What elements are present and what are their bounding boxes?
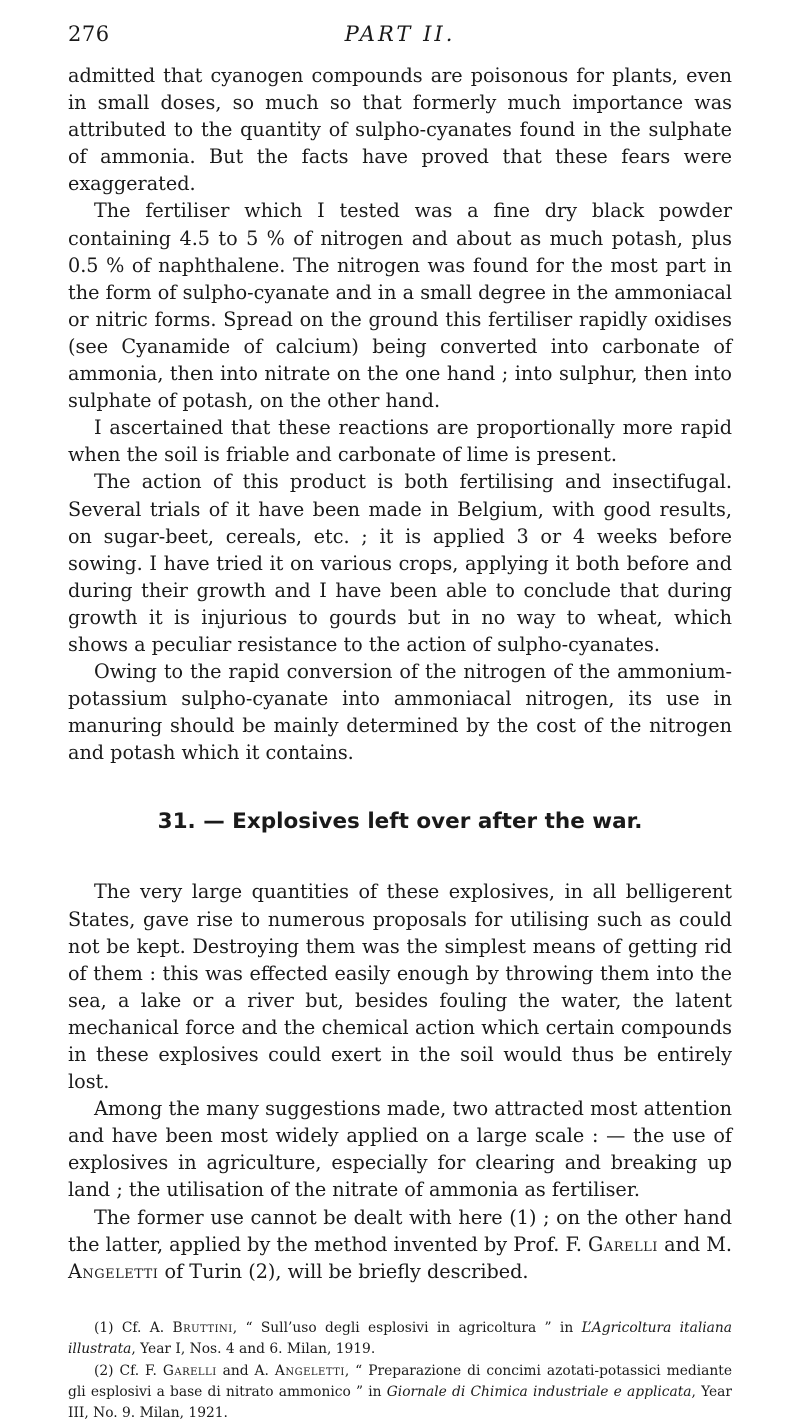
running-head: PART II. [344,22,456,46]
paragraph: admitted that cyanogen compounds are poisonous for plants, even in small doses, so much so that formerly much importance was attributed to the quantity of sulpho-cyanates found in the sulphate of ammonia. But the facts have proved that these fears were exaggerated. [68,64,732,196]
text-run: and A. [216,1362,275,1379]
paragraph: The very large quantities of these explosives, in all belligerent States, gave rise to numerous proposals for utilising such as could not be kept. Destroying them was the simplest means of getting rid of them : this was effected easily enough by throwing them into the sea, a lake or a river but, besides fouling the water, the latent mechanical force and the chemical action which certain compounds in these explosives could exert in the soil would thus be entirely lost. [68,880,732,1094]
footnotes [68,1318,732,1425]
paragraph [68,1204,732,1285]
text-run: , Year III, No. 9. Milan, 1921. [68,1384,732,1422]
footnote [68,1361,732,1425]
page-body [68,62,732,1425]
author-name: Angeletti [274,1362,345,1379]
paragraph: The action of this product is both fertilising and insectifugal. Several trials of it have been made in Belgium, with good results, on sugar-beet, cereals, etc. ; it is applied 3 or 4 weeks before sowing. I have tried it on various crops, applying it both before and during their growth and I have been able to conclude that during growth it is injurious to gourds but in no way to wheat, which shows a peculiar resistance to the action of sulpho-cyanates. [68,470,732,656]
paragraph: Owing to the rapid conversion of the nitrogen of the ammonium-potassium sulpho-cyanate into ammoniacal nitrogen, its use in manuring should be mainly determined by the cost of the nitrogen and potash which it contains. [68,660,732,765]
section-heading: 31. — Explosives left over after the war. [157,809,643,835]
journal-title: L’Agricoltura italiana illustrata [68,1319,732,1358]
text-run: and M. [657,1232,732,1256]
journal-title: Giornale di Chimica industriale e applicata [386,1384,692,1401]
text-run: , Year I, Nos. 4 and 6. Milan, 1919. [131,1341,376,1358]
author-name: Garelli [162,1362,217,1379]
text-run: The former use cannot be dealt with here (1) ; on the other hand the latter, applied by the method invented by Prof. F. [68,1205,732,1256]
page-header [68,22,732,62]
paragraph: I ascertained that these reactions are proportionally more rapid when the soil is friable and carbonate of lime is present. [68,416,732,467]
author-name: Garelli [588,1232,658,1256]
paragraph: The fertiliser which I tested was a fine dry black powder containing 4.5 to 5 % of nitrogen and about as much potash, plus 0.5 % of naphthalene. The nitrogen was found for the most part in the form of sulpho-cyanate and in a small degree in the ammoniacal or nitric forms. Spread on the ground this fertiliser rapidly oxidises (see Cyanamide of calcium) being converted into carbonate of ammonia, then into nitrate on the one hand ; into sulphur, then into sulphate of potash, on the other hand. [68,199,732,413]
author-name: Bruttini [172,1319,233,1336]
text-run: , “ Preparazione di concimi azotati-potassici mediante gli esplosivi a base di nitrato ammonico ” in [68,1362,732,1401]
paragraph: Among the many suggestions made, two attracted most attention and have been most widely applied on a large scale : — the use of explosives in agriculture, especially for clearing and breaking up land ; the utilisation of the nitrate of ammonia as fertiliser. [68,1097,732,1202]
text-run: (2) Cf. F. [94,1362,163,1379]
text-run: , “ Sull’uso degli esplosivi in agricoltura ” in [232,1319,582,1336]
text-run: of Turin (2), will be briefly described. [158,1259,529,1283]
page-number: 276 [68,22,110,46]
footnote [68,1318,732,1361]
author-name: Angeletti [68,1259,159,1283]
text-run: (1) Cf. A. [94,1319,173,1336]
